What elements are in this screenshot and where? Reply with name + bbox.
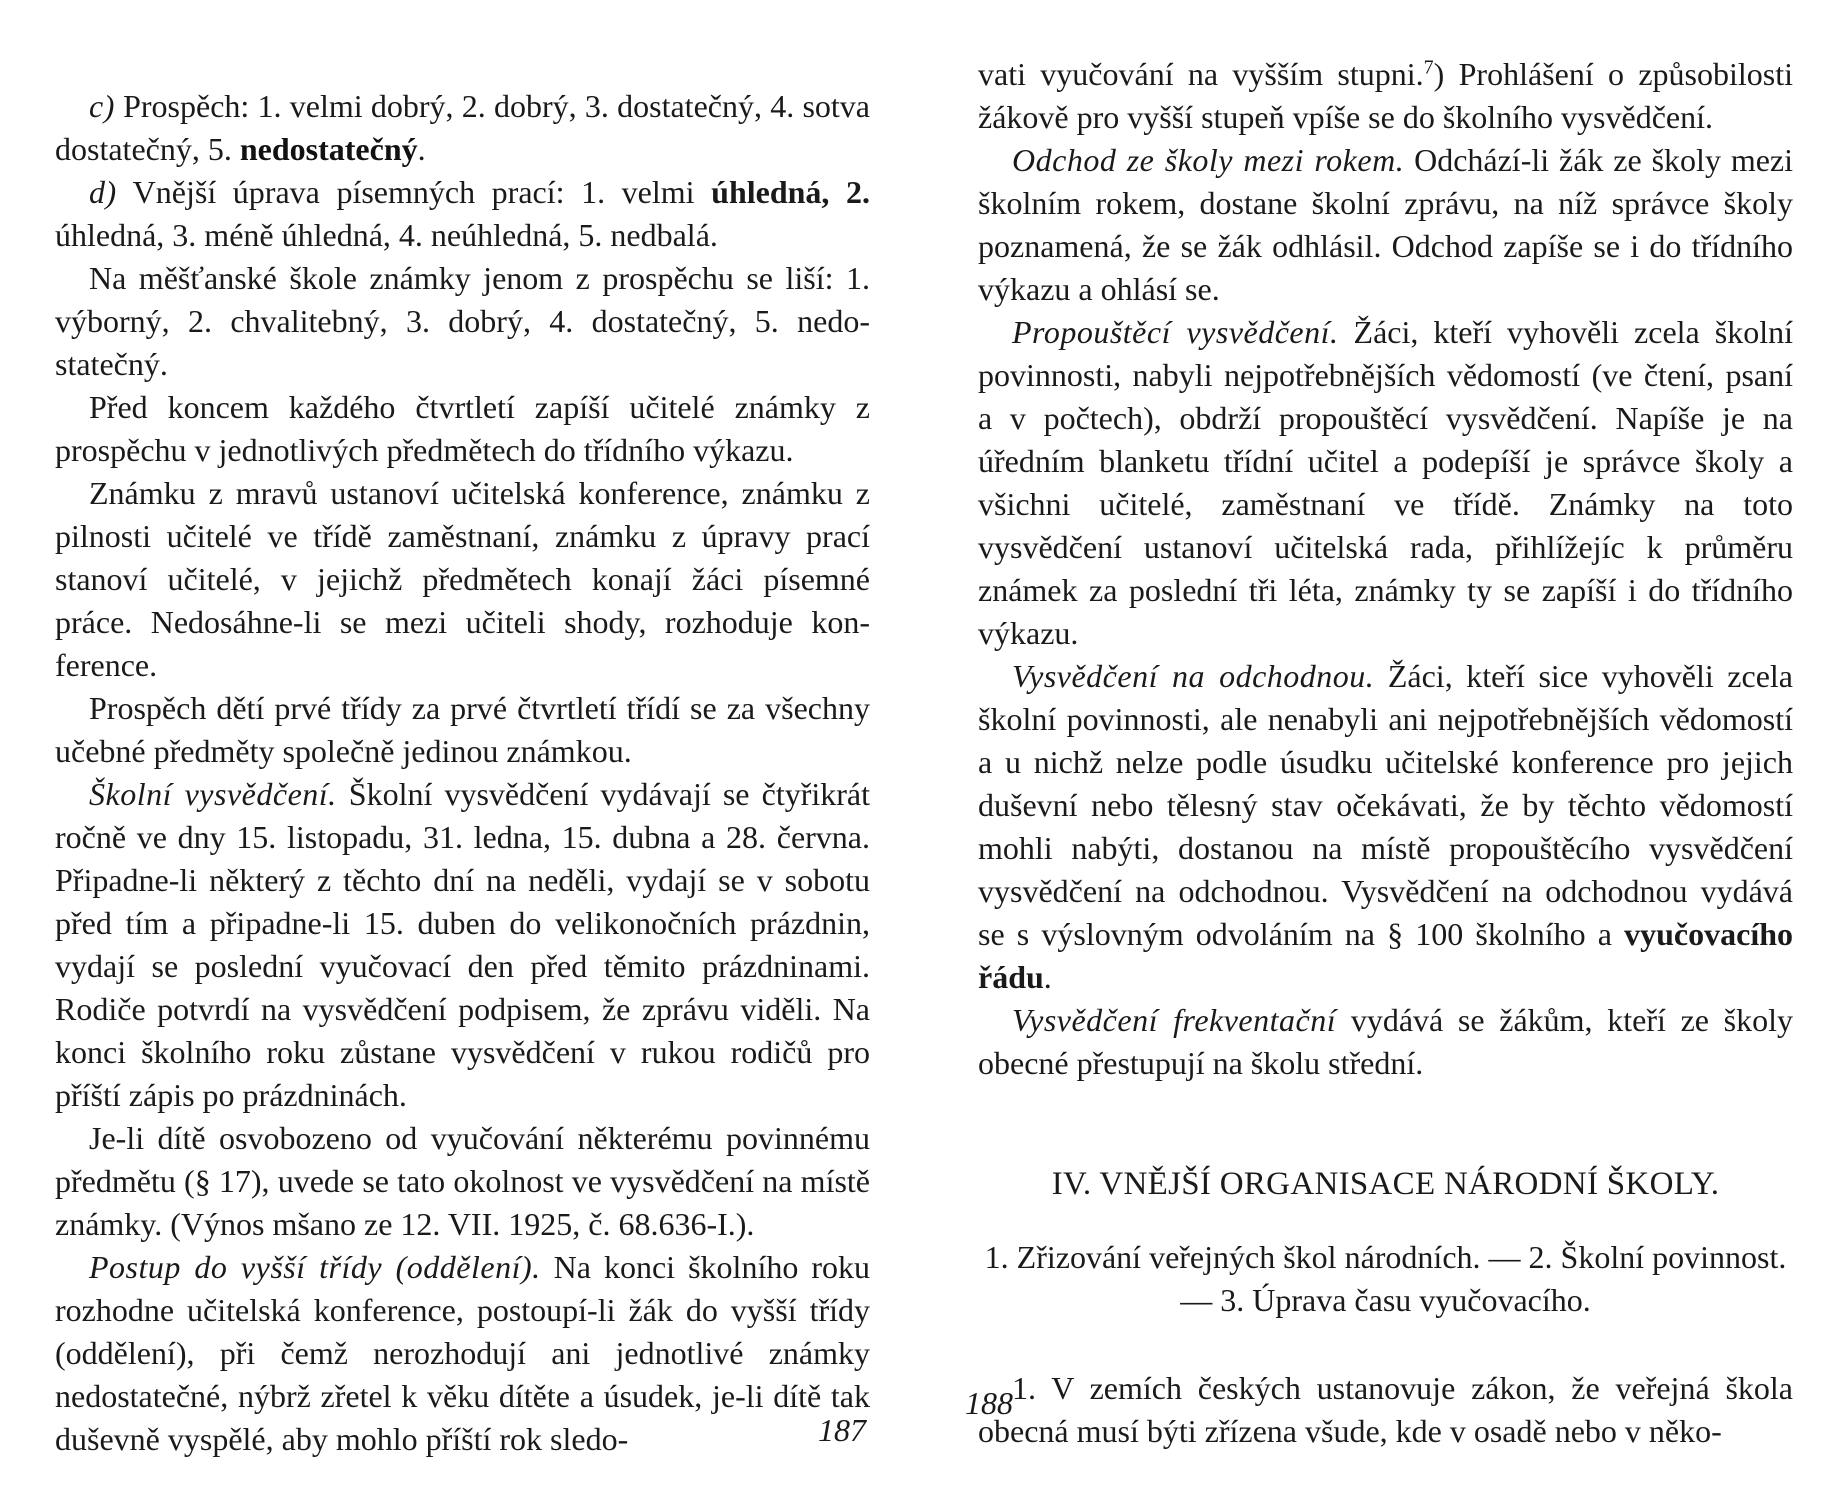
bold-phrase: vyučovacího řádu [978,916,1793,995]
paragraph-skolni-vysvedceni [55,773,870,1117]
paragraph-mestanska: Na měšťanské škole známky jenom z prospěchu se liší: 1. výborný, 2. chvalitebný, 3. dobrý, 4. dostatečný, 5. nedostatečný. [55,260,870,382]
section-label: Odchod ze školy mezi rokem. [1012,142,1405,178]
paragraph-prospech [55,85,870,171]
paragraph-postup [55,1246,870,1461]
paragraph-continuation [978,53,1793,139]
paragraph-propousteci [978,311,1793,655]
paragraph-odchod [978,139,1793,311]
section-label: Vysvědčení frekventační [1012,1002,1337,1038]
paragraph-text: . [417,131,426,167]
paragraph-text: Prospěch: 1. velmi dobrý, 2. dobrý, 3. dostatečný, 4. sotva dostatečný, 5. [55,88,870,167]
paragraph-zemich: 1. V zemích českých ustanovuje zákon, že veřejná škola obecná musí býti zřízena všude, kde v osadě nebo v něko- [978,1370,1793,1449]
section-label: Vysvědčení na odchodnou. [1012,658,1375,694]
section-label: Propouštěcí vysvědčení. [1012,314,1339,350]
paragraph-text: Na konci školního roku rozhodne učitelská konference, postoupí-li žák do vyšší třídy (oddělení), při čemž nerozhodují ani jednotlivé známky nedostatečné, nýbrž zřetel k věku dítěte a úsudek, je-li dítě tak duševně vyspělé, aby mohlo příští rok sledo- [55,1249,871,1457]
right-page [978,53,1793,1453]
chapter-summary: 1. Zřizování veřejných škol národních. — 2. Školní povinnost. — 3. Úprava času vyučovacího. [984,1239,1787,1318]
paragraph-text: Školní vysvědčení vydávají se čtyřikrát ročně ve dny 15. listopadu, 31. ledna, 15. dubna a 28. června. Připadne-li některý z těchto dní na neděli, vydají se v sobotu před tím a připadne-li 15. duben do velikonočních prázdnin, vydají se poslední vyučovací den před těmito prázdninami. Rodiče potvrdí na vysvědčení podpisem, že zprávu viděli. Na konci školního roku zůstane vysvědčení v rukou rodičů pro příští zápis po prázdninách. [55,776,871,1113]
paragraph-text: . [1043,959,1052,995]
section-label: Postup do vyšší třídy (oddělení). [89,1249,541,1285]
item-label-d: d) [89,174,117,210]
paragraph-frekventacni [978,999,1793,1085]
footnote-ref: 7 [1423,56,1434,79]
paragraph-text: vydává se žákům, kteří ze školy obecné přestupují na školu střední. [978,1002,1794,1081]
item-label-c: c) [89,88,115,124]
paragraph-ctvrtleti: Před koncem každého čtvrtletí zapíší učitelé známky z prospěchu v jednotlivých předmětech do třídního výkazu. [55,389,870,468]
paragraph-prvni-trida: Prospěch dětí prvé třídy za prvé čtvrtletí třídí se za všechny učebné předměty společně jedinou známkou. [55,690,870,769]
paragraph-text: Vnější úprava písemných prací: 1. velmi [116,174,712,210]
bold-word: úhledná, 2. [711,174,871,210]
left-page [55,85,870,1461]
section-label: Školní vysvědčení. [89,776,337,812]
paragraph-text: vati vyučování na vyšším stupni. [978,56,1424,92]
paragraph-uprava [55,171,870,257]
paragraph-text: úhledná, 3. méně úhledná, 4. neúhledná, 5. nedbalá. [55,217,718,253]
paragraph-text: Odchází-li žák ze školy mezi školním rokem, dostane školní zprávu, na níž správce školy poznamená, že se žák odhlásil. Odchod zapíše se i do třídního výkazu a ohlásí se. [978,142,1794,307]
paragraph-text: Žáci, kteří sice vyhověli zcela školní povinnosti, ale nenabyli ani nejpotřebnějších vědomostí a u nichž nelze podle úsudku učitelské konference pro jejich duševní nebo tělesný stav očekávati, že by těchto vědomostí mohli nabýti, dostanou na místě propouštěcího vysvědčení vysvědčení na odchodnou. Vysvědčení na odchodnou vydává se s výslovným odvoláním na § 100 školního a [978,658,1794,952]
chapter-heading: IV. VNĚJŠÍ ORGANISACE NÁRODNÍ ŠKOLY. [1051,1166,1720,1202]
paragraph-text: ) Prohlášení o způsobilosti žákově pro vyšší stupeň vpíše se do školního vysvědčení. [978,56,1794,135]
paragraph-odchodnou [978,655,1793,999]
paragraph-mravy: Známku z mravů ustanoví učitelská konference, známku z pilnosti učitelé ve třídě zaměstnaní, známku z úpravy prací stanoví učitelé, v jejichž předmětech konají žáci písemné práce. Nedosáhne-li se mezi učiteli shody, rozhoduje konference. [55,475,870,683]
paragraph-osvobozeni: Je-li dítě osvobozeno od vyučování některému povinnému předmětu (§ 17), uvede se tato okolnost ve vysvědčení na místě známky. (Výnos mšano ze 12. VII. 1925, č. 68.636-I.). [55,1120,870,1242]
struck-word: nedostatečný [239,131,418,167]
paragraph-text: Žáci, kteří vyhověli zcela školní povinnosti, nabyli nejpotřebnějších vědomostí (ve čtení, psaní a v počtech), obdrží propouštěcí vysvědčení. Napíše je na úředním blanketu třídní učitel a podepíší je správce školy a všichni učitelé, zaměstnaní ve třídě. Známky na toto vysvědčení ustanoví učitelská rada, přihlížejíc k průměru známek za poslední tři léta, známky ty se zapíší i do třídního výkazu. [978,314,1794,651]
page-number-left: 187 [818,1412,866,1448]
page-number-right: 188 [965,1385,1013,1421]
